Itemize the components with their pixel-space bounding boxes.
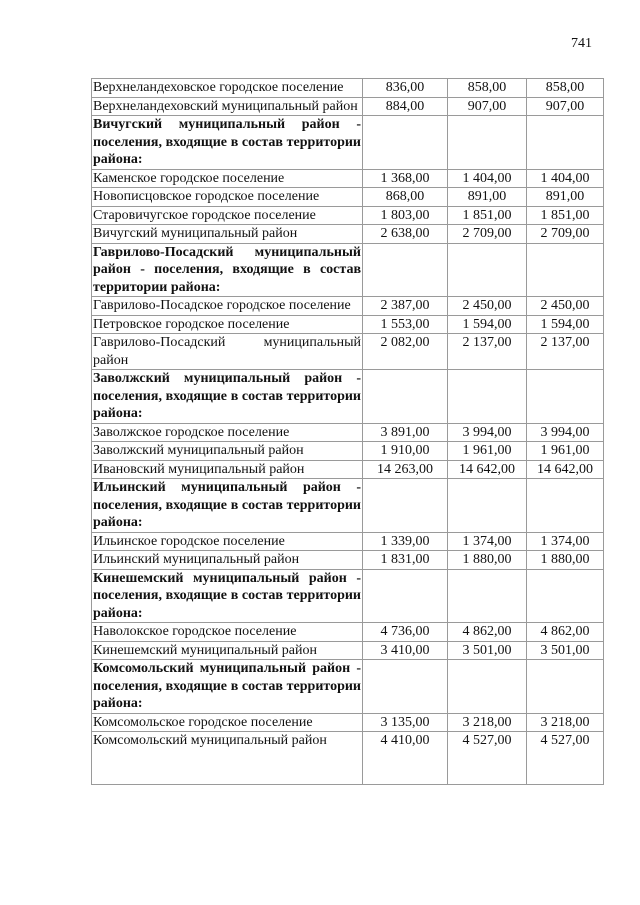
- value-col-3: 858,00: [527, 79, 604, 98]
- section-header-row: [92, 370, 604, 424]
- value-col-2: 2 450,00: [448, 297, 527, 316]
- value-col-2: 1 374,00: [448, 532, 527, 551]
- value-col-2: 907,00: [448, 97, 527, 116]
- section-header-row: [92, 116, 604, 170]
- row-name: Верхнеландеховское городское поселение: [92, 79, 363, 98]
- value-col-1: 2 638,00: [363, 225, 448, 244]
- value-col-1: [363, 243, 448, 297]
- value-col-2: 1 880,00: [448, 551, 527, 570]
- value-col-3: 1 374,00: [527, 532, 604, 551]
- value-col-3: 2 450,00: [527, 297, 604, 316]
- value-col-1: 1 339,00: [363, 532, 448, 551]
- section-header: Гаврилово-Посадский муниципальный район - поселения, входящие в состав территории района:: [93, 244, 361, 295]
- value-col-3: 3 218,00: [527, 713, 604, 732]
- value-col-1: [363, 660, 448, 714]
- value-col-2: [448, 569, 527, 623]
- row-name: Гаврилово-Посадский муниципальный район: [93, 335, 361, 368]
- table-row: [92, 623, 604, 642]
- value-col-2: 1 851,00: [448, 206, 527, 225]
- value-col-1: 1 910,00: [363, 442, 448, 461]
- section-header: Кинешемский муниципальный район - поселения, входящие в состав территории района:: [93, 570, 361, 621]
- row-name: Кинешемский муниципальный район: [92, 641, 363, 660]
- value-col-1: 868,00: [363, 188, 448, 207]
- value-col-2: [448, 370, 527, 424]
- value-col-1: 2 082,00: [363, 334, 448, 370]
- table-row: [92, 225, 604, 244]
- value-col-3: [527, 660, 604, 714]
- value-col-2: 4 527,00: [448, 732, 527, 785]
- value-col-3: 1 851,00: [527, 206, 604, 225]
- value-col-1: 1 803,00: [363, 206, 448, 225]
- table-row: [92, 188, 604, 207]
- value-col-2: [448, 243, 527, 297]
- value-col-2: 3 218,00: [448, 713, 527, 732]
- table-row: [92, 551, 604, 570]
- value-col-1: [363, 116, 448, 170]
- value-col-1: 1 831,00: [363, 551, 448, 570]
- table-row: [92, 641, 604, 660]
- value-col-3: 4 862,00: [527, 623, 604, 642]
- value-col-1: 884,00: [363, 97, 448, 116]
- table-row: [92, 732, 604, 785]
- section-header: Комсомольский муниципальный район - поселения, входящие в состав территории района:: [93, 661, 361, 711]
- table-row: [92, 97, 604, 116]
- value-col-1: 1 368,00: [363, 169, 448, 188]
- row-name: Петровское городское поселение: [92, 315, 363, 334]
- value-col-1: 3 135,00: [363, 713, 448, 732]
- table-row: [92, 423, 604, 442]
- table-row: [92, 713, 604, 732]
- row-name: Комсомольский муниципальный район: [92, 732, 363, 785]
- value-col-2: [448, 116, 527, 170]
- value-col-3: 3 501,00: [527, 641, 604, 660]
- row-name: Вичугский муниципальный район: [92, 225, 363, 244]
- table-row: [92, 334, 604, 370]
- value-col-3: [527, 370, 604, 424]
- value-col-1: [363, 569, 448, 623]
- row-name: Каменское городское поселение: [92, 169, 363, 188]
- value-col-2: 2 137,00: [448, 334, 527, 370]
- value-col-1: 1 553,00: [363, 315, 448, 334]
- value-col-3: 1 880,00: [527, 551, 604, 570]
- table-row: [92, 460, 604, 479]
- table-row: [92, 532, 604, 551]
- row-name: Наволокское городское поселение: [92, 623, 363, 642]
- value-col-1: [363, 370, 448, 424]
- row-name: Гаврилово-Посадское городское поселение: [92, 297, 363, 316]
- section-header: Заволжский муниципальный район - поселения, входящие в состав территории района:: [93, 371, 361, 421]
- value-col-2: 1 961,00: [448, 442, 527, 461]
- value-col-2: 1 404,00: [448, 169, 527, 188]
- value-col-3: [527, 243, 604, 297]
- table-body: [92, 79, 604, 785]
- table-row: [92, 206, 604, 225]
- table-row: [92, 297, 604, 316]
- row-name: Ивановский муниципальный район: [92, 460, 363, 479]
- value-col-1: 836,00: [363, 79, 448, 98]
- value-col-1: 14 263,00: [363, 460, 448, 479]
- value-col-2: [448, 660, 527, 714]
- row-name: Старовичугское городское поселение: [92, 206, 363, 225]
- value-col-1: 4 410,00: [363, 732, 448, 785]
- row-name: Заволжский муниципальный район: [92, 442, 363, 461]
- value-col-1: 3 891,00: [363, 423, 448, 442]
- page-number: 741: [571, 36, 592, 51]
- value-col-1: 3 410,00: [363, 641, 448, 660]
- value-col-2: 3 501,00: [448, 641, 527, 660]
- row-name: Ильинское городское поселение: [92, 532, 363, 551]
- section-header-row: [92, 479, 604, 533]
- value-col-3: [527, 569, 604, 623]
- section-header: Вичугский муниципальный район - поселения, входящие в состав территории района:: [93, 117, 361, 167]
- row-name: Заволжское городское поселение: [92, 423, 363, 442]
- value-col-2: 14 642,00: [448, 460, 527, 479]
- value-col-3: 14 642,00: [527, 460, 604, 479]
- section-header-row: [92, 569, 604, 623]
- budget-table: [91, 78, 604, 785]
- value-col-2: 3 994,00: [448, 423, 527, 442]
- value-col-2: 858,00: [448, 79, 527, 98]
- value-col-3: 891,00: [527, 188, 604, 207]
- value-col-3: 1 404,00: [527, 169, 604, 188]
- value-col-3: 4 527,00: [527, 732, 604, 785]
- value-col-2: 4 862,00: [448, 623, 527, 642]
- table-row: [92, 315, 604, 334]
- value-col-3: 3 994,00: [527, 423, 604, 442]
- table-row: [92, 79, 604, 98]
- value-col-2: [448, 479, 527, 533]
- row-name: Верхнеландеховский муниципальный район: [92, 97, 363, 116]
- value-col-1: [363, 479, 448, 533]
- value-col-2: 2 709,00: [448, 225, 527, 244]
- value-col-3: 2 709,00: [527, 225, 604, 244]
- table-row: [92, 442, 604, 461]
- value-col-3: [527, 116, 604, 170]
- section-header-row: [92, 243, 604, 297]
- value-col-1: 4 736,00: [363, 623, 448, 642]
- section-header-row: [92, 660, 604, 714]
- value-col-2: 1 594,00: [448, 315, 527, 334]
- value-col-3: 1 961,00: [527, 442, 604, 461]
- value-col-3: 1 594,00: [527, 315, 604, 334]
- row-name: Новописцовское городское поселение: [92, 188, 363, 207]
- value-col-3: 907,00: [527, 97, 604, 116]
- value-col-1: 2 387,00: [363, 297, 448, 316]
- section-header: Ильинский муниципальный район - поселения, входящие в состав территории района:: [93, 480, 361, 530]
- row-name: Ильинский муниципальный район: [92, 551, 363, 570]
- table-row: [92, 169, 604, 188]
- value-col-3: 2 137,00: [527, 334, 604, 370]
- row-name: Комсомольское городское поселение: [92, 713, 363, 732]
- value-col-2: 891,00: [448, 188, 527, 207]
- value-col-3: [527, 479, 604, 533]
